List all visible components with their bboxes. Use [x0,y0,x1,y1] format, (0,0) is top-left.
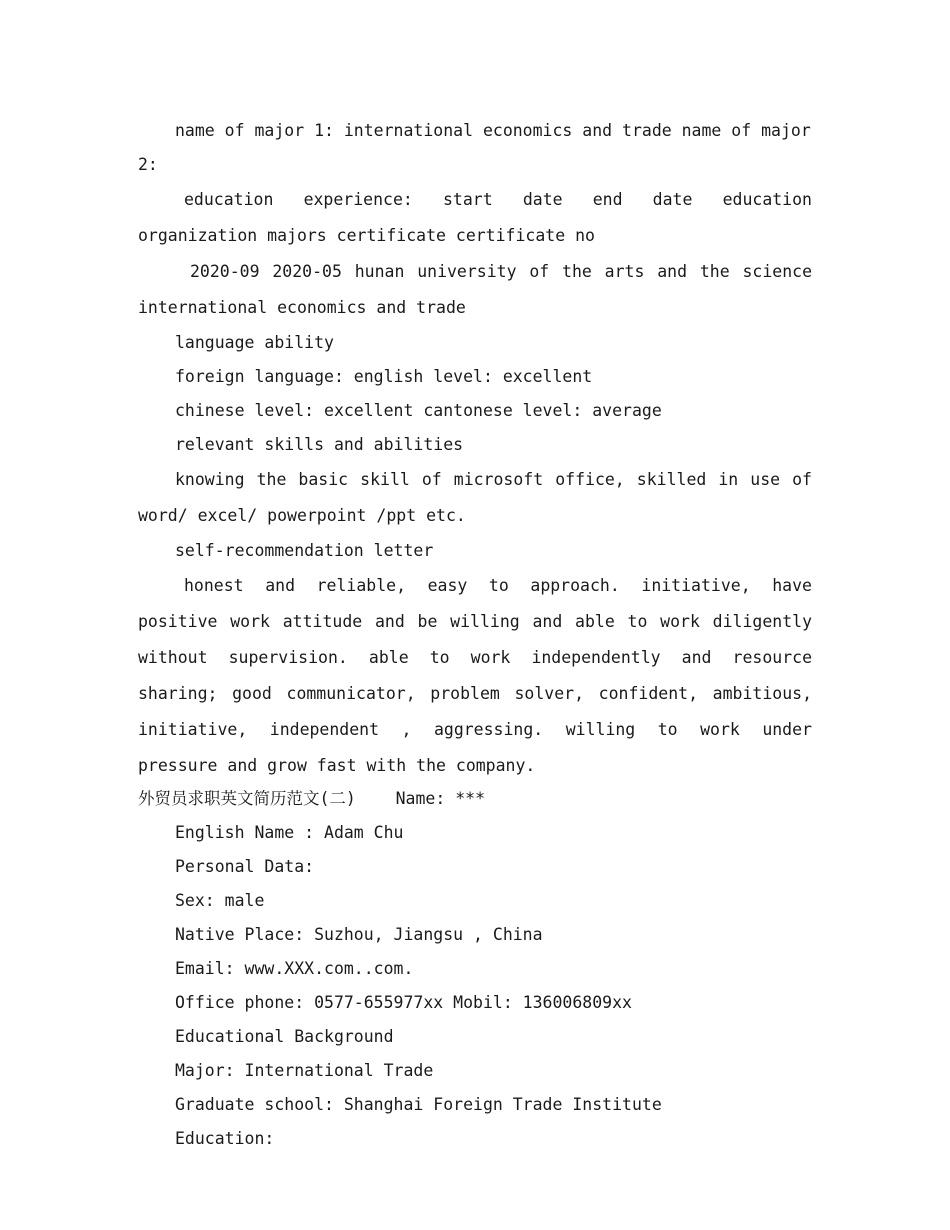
foreign-language-line: foreign language: english level: excellent [175,367,593,386]
skills-paragraph: knowing the basic skill of microsoft office, skilled in use of word/ excel/ powerpoint /ppt etc. [138,470,812,525]
email-line: Email: www.XXX.com..com. [175,959,414,978]
section-skills: relevant skills and abilities [175,435,464,454]
personal-data-heading: Personal Data: [175,857,315,876]
section-self-recommendation: self-recommendation letter [175,541,434,560]
graduate-school-line: Graduate school: Shanghai Foreign Trade Institute [175,1095,662,1114]
major-line: name of major 1: international economics and trade name of major 2: [138,121,811,174]
chinese-level-line: chinese level: excellent cantonese level: average [175,401,662,420]
phone-line: Office phone: 0577-655977xx Mobil: 136006809xx [175,993,632,1012]
education-field: Education: [175,1129,275,1148]
self-recommendation-paragraph: honest and reliable, easy to approach. initiative, have positive work attitude and be willing and able to work diligently without supervision. able to work independently and resource sharing; good communicator, problem solver, confident, ambitious, initiative, independent , aggressing. willing to work under pressure and grow fast with the company. [138,576,812,775]
native-place-line: Native Place: Suzhou, Jiangsu , China [175,925,543,944]
education-record: 2020-09 2020-05 hunan university of the arts and the science international economics and trade [138,262,812,317]
section-language-ability: language ability [175,333,334,352]
sex-line: Sex: male [175,891,265,910]
name-field: Name: *** [395,789,486,808]
resume-title: 外贸员求职英文简历范文(二) [138,789,356,808]
major-field: Major: International Trade [175,1061,434,1080]
english-name-line: English Name : Adam Chu [175,823,404,842]
document-page [138,114,812,1156]
education-experience-header: education experience: start date end date education organization majors certificate certificate no [138,190,812,245]
educational-background-heading: Educational Background [175,1027,394,1046]
resume-title-line [138,782,812,816]
